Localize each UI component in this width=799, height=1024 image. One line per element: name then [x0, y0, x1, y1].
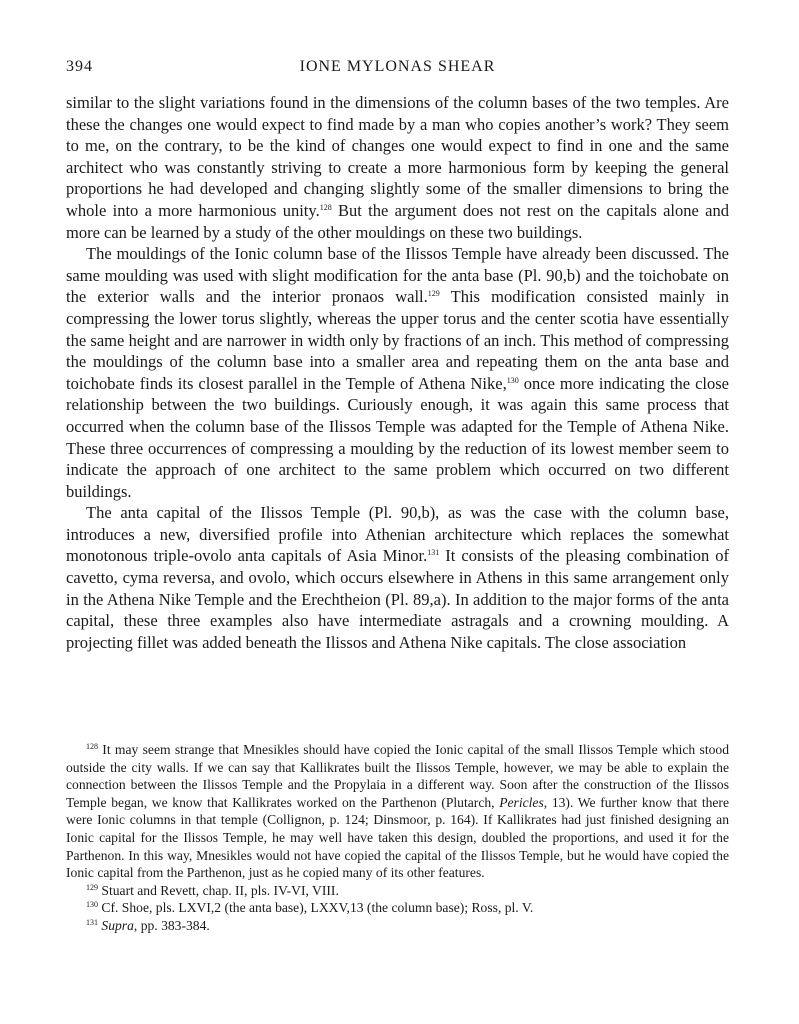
footnote-128-italic: Pericles: [499, 794, 544, 810]
paragraph-1-text-a: similar to the slight variations found in the dimensions of the column bases of the two temples. Are these the changes one would expect to find made by a man who copies another’s work? They seem to me, on the contrary, to be the kind of changes one would expect to find in one and the same architect who was constantly striving to create a more harmonious form by keeping the general proportions he had developed and changing slightly some of the smaller dimensions to bring the whole into a more harmonious unity.: [66, 93, 729, 220]
footnote-ref-129[interactable]: 129: [427, 289, 440, 299]
footnote-number-130: 130: [86, 900, 98, 910]
paragraph-3-text-b: It consists of the pleasing combination of cavetto, cyma reversa, and ovolo, which occurs elsewhere in Athens in this same arrangement only in the Athena Nike Temple and the Erechtheion (Pl. 89,a). In addition to the major forms of the anta capital, these three examples also have intermediate astragals and a crowning moulding. A projecting fillet was added beneath the Ilissos and Athena Nike capitals. The close association: [66, 546, 729, 652]
footnote-number-128: 128: [86, 742, 98, 751]
paragraph-3-text-a: The anta capital of the Ilissos Temple (Pl. 90,b), as was the case with the column base, introduces a new, diversified profile into Athenian architecture which replaces the somewhat monotonous triple-ovolo anta capitals of Asia Minor.: [66, 503, 729, 566]
footnote-ref-128[interactable]: 128: [319, 202, 332, 212]
footnote-ref-130[interactable]: 130: [506, 375, 519, 385]
footnote-129-text: Stuart and Revett, chap. II, pls. IV-VI, VIII.: [98, 882, 339, 898]
paragraph-1-text-b: But the argument does not rest on the capitals alone and more can be learned by a study of the other mouldings on these two buildings.: [66, 200, 729, 242]
paragraph-2: [66, 243, 729, 502]
footnote-ref-131[interactable]: 131: [427, 548, 440, 558]
footnote-number-129: 129: [86, 882, 98, 892]
running-head: [66, 58, 729, 80]
footnote-128-text-a: It may seem strange that Mnesikles should have copied the Ionic capital of the small Ilissos Temple which stood outside the city walls. If we can say that Kallikrates built the Ilissos Temple, however, we may be able to explain the connection between the Ilissos Temple and the Propylaia in a different way. Soon after the construction of the Ilissos Temple began, we know that Kallikrates worked on the Parthenon (Plutarch,: [66, 742, 729, 810]
paragraph-3: [66, 502, 729, 653]
paragraph-2-text-a: The mouldings of the Ionic column base of the Ilissos Temple have already been discussed. The same moulding was used with slight modification for the anta base (Pl. 90,b) and the toichobate on the exterior walls and the interior pronaos wall.: [66, 244, 729, 307]
footnote-129: [66, 882, 729, 900]
footnote-131-text: , pp. 383-384.: [133, 917, 210, 933]
footnote-130-text: Cf. Shoe, pls. LXVI,2 (the anta base), LXXV,13 (the column base); Ross, pl. V.: [98, 900, 534, 916]
page-number: 394: [66, 58, 93, 75]
paragraph-1: [66, 92, 729, 243]
footnote-131-italic: Supra: [101, 917, 134, 933]
footnote-131: [66, 917, 729, 935]
paragraph-2-text-b: This modification consisted mainly in compressing the lower torus slightly, whereas the upper torus and the center scotia have essentially the same height and are narrower in width only by fractions of an inch. This method of compressing the mouldings of the column base into a smaller area and repeating them on the anta base and toichobate finds its closest parallel in the Temple of Athena Nike,: [66, 287, 729, 393]
footnote-130: [66, 899, 729, 917]
body-text: [66, 92, 729, 653]
footnote-128: [66, 741, 729, 882]
footnote-number-131: 131: [86, 917, 98, 927]
paragraph-2-text-c: once more indicating the close relationship between the two buildings. Curiously enough, it was again this same process that occurred when the column base of the Ilissos Temple was adapted for the Temple of Athena Nike. These three occurrences of compressing a moulding by the reduction of its lowest member seem to indicate the approach of one architect to the same problem which occurred on two different buildings.: [66, 373, 729, 501]
footnotes: [66, 741, 729, 935]
running-head-author: IONE MYLONAS SHEAR: [299, 58, 496, 75]
footnote-128-text-b: , 13). We further know that there were Ionic columns in that temple (Collignon, p. 124; Dinsmoor, p. 164). If Kallikrates had just finished designing an Ionic capital for the Ilissos Temple, he may well have taken this design, doubled the proportions, and used it for the Parthenon. In this way, Mnesikles would not have copied the capital of the Ilissos Temple, but he would have copied the Ionic capital from the Parthenon, just as he copied many of its other features.: [66, 794, 729, 881]
